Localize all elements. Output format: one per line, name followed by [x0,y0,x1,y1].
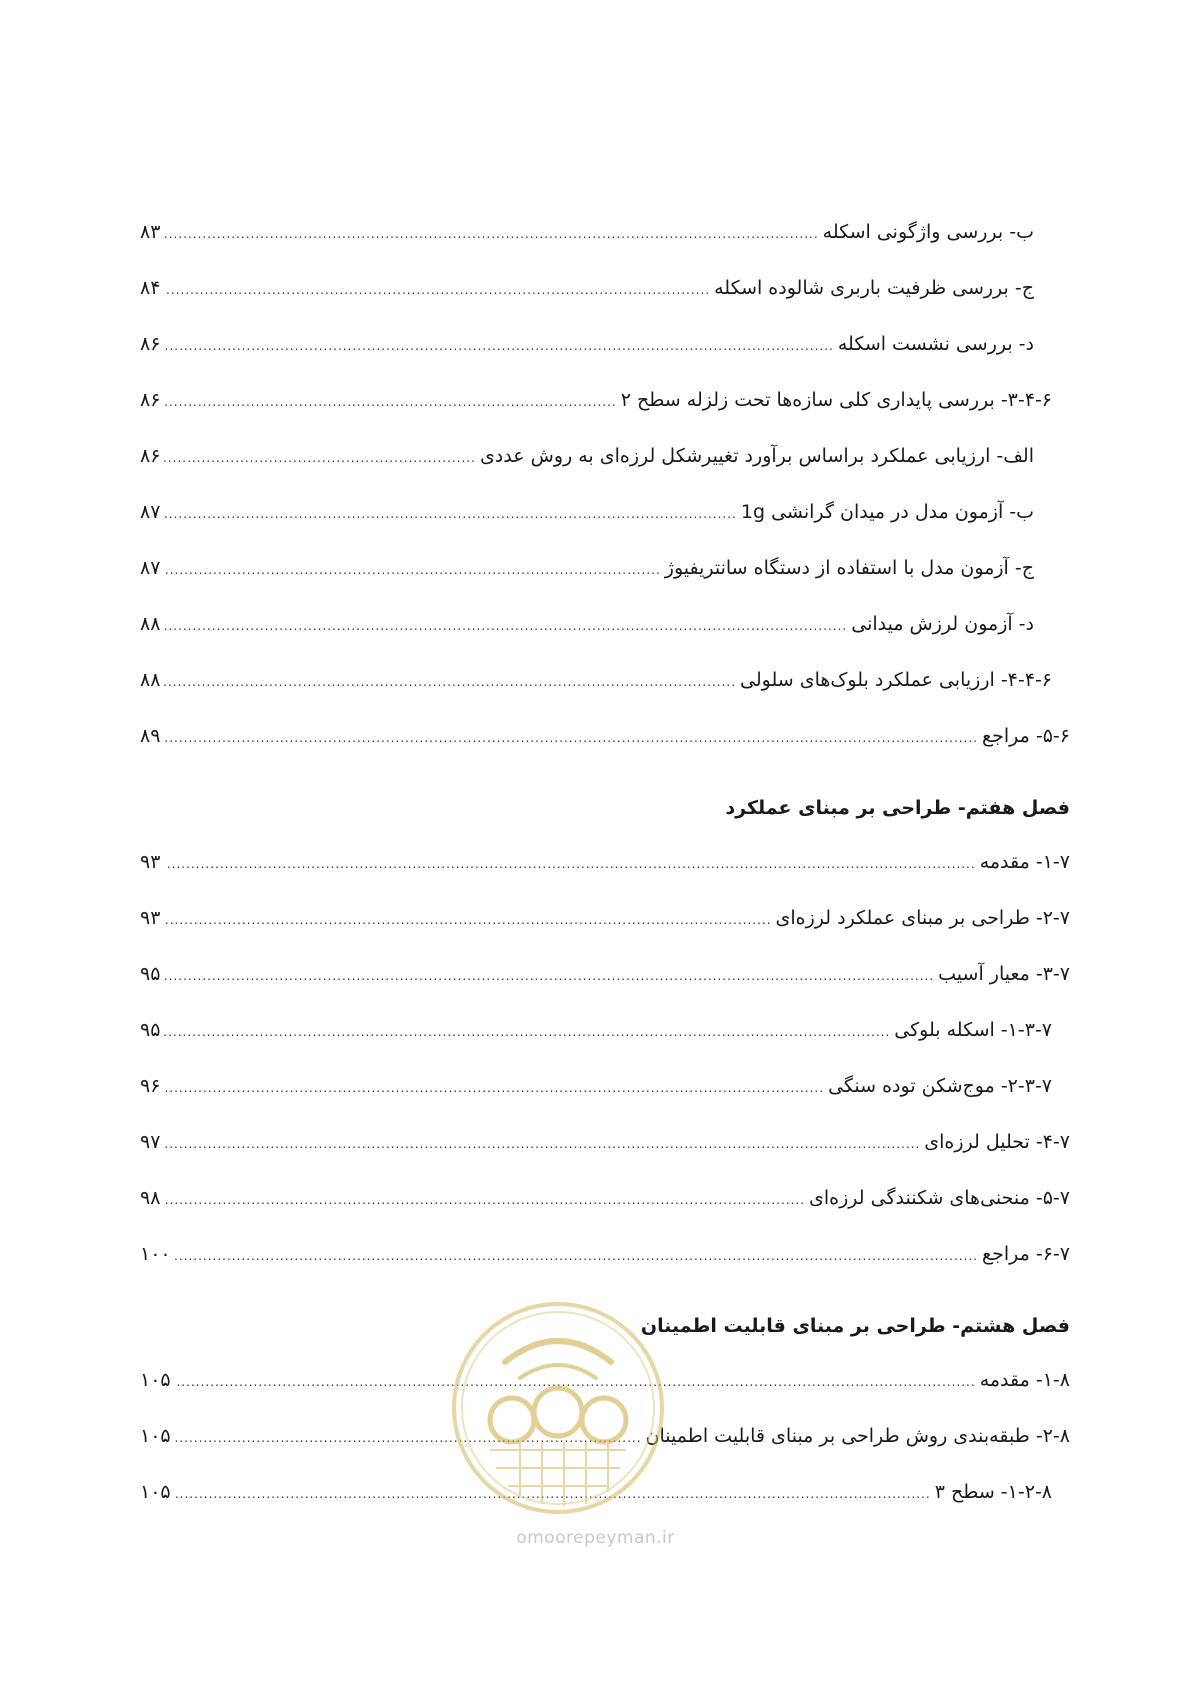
toc-entry-title: ۲-۸- طبقه‌بندی روش طراحی بر مبنای قابلیت اطمینان [645,1425,1070,1447]
dot-leader [164,486,736,542]
toc-entry-title: ج- بررسی ظرفیت باربری شالوده اسکله [714,277,1034,299]
toc-entry-title: ۳-۷- معیار آسیب [938,963,1070,985]
toc-entry-title: ۱-۸- مقدمه [979,1369,1070,1391]
toc-entry-title: ۱-۷- مقدمه [979,851,1070,873]
dot-leader [164,542,660,598]
toc-entry-title: ۵-۶- مراجع [982,725,1070,747]
toc-entry[interactable] [140,316,1070,372]
watermark-logo [450,1300,666,1516]
toc-entry[interactable] [140,652,1070,708]
chapter-heading-8[interactable]: فصل هشتم- طراحی بر مبنای قابلیت اطمینان [640,1315,1070,1337]
dot-leader [164,1060,824,1116]
dot-leader [165,836,976,892]
toc-entry-title: ۲-۷- طراحی بر مبنای عملکرد لرزه‌ای [775,907,1070,929]
dot-leader [164,262,710,318]
toc-entry[interactable] [140,428,1070,484]
toc-entry-page: ۱۰۵ [140,1425,171,1447]
toc-entry[interactable] [140,890,1070,946]
toc-entry-page: ۹۵ [140,1019,161,1041]
toc-entry-title: ۳-۴-۶- بررسی پایداری کلی سازه‌ها تحت زلزله سطح ۲ [620,389,1052,411]
toc-entry-page: ۸۸ [140,669,161,691]
toc-entry-title: ب- آزمون مدل در میدان گرانشی 1g [740,501,1034,523]
dot-leader [165,710,978,766]
toc-entry-page: ۱۰۵ [140,1481,171,1503]
toc-entry[interactable] [140,708,1070,764]
toc-entry-title: ب- بررسی واژگونی اسکله [822,221,1034,243]
toc-entry-title: الف- ارزیابی عملکرد براساس برآورد تغییرشکل لرزه‌ای به روش عددی [479,445,1034,467]
toc-entry-title: ۱-۲-۸- سطح ۳ [934,1481,1052,1503]
toc-entry[interactable] [140,1170,1070,1226]
dot-leader [164,654,736,710]
toc-chapter-7 [140,834,1070,1282]
toc-entry[interactable] [140,834,1070,890]
toc-entry[interactable] [140,1226,1070,1282]
toc-entry[interactable] [140,540,1070,596]
dot-leader [164,374,616,430]
toc-entry[interactable] [140,596,1070,652]
toc-entry-page: ۸۳ [140,221,161,243]
toc-entry-page: ۹۳ [140,907,161,929]
toc-entry[interactable] [140,1002,1070,1058]
toc-entry[interactable] [140,946,1070,1002]
chapter-heading-7[interactable]: فصل هفتم- طراحی بر مبنای عملکرد [725,797,1070,819]
toc-entry-title: ۱-۳-۷- اسکله بلوکی [894,1019,1052,1041]
toc-entry-page: ۹۸ [140,1187,161,1209]
dot-leader [164,1172,805,1228]
toc-entry[interactable] [140,1058,1070,1114]
toc-entry-page: ۸۶ [140,389,161,411]
toc-entry-title: ۵-۷- منحنی‌های شکنندگی لرزه‌ای [809,1187,1070,1209]
toc-entry-title: ۶-۷- مراجع [982,1243,1070,1265]
toc-entry-title: د- آزمون لرزش میدانی [851,613,1034,635]
toc-entry-page: ۸۴ [140,277,161,299]
toc-entry[interactable] [140,484,1070,540]
toc-entry-page: ۸۸ [140,613,161,635]
toc-entry[interactable] [140,372,1070,428]
dot-leader [175,1228,978,1284]
toc-entry[interactable] [140,1114,1070,1170]
toc-entry-title: ۴-۷- تحلیل لرزه‌ای [924,1131,1070,1153]
toc-entry[interactable] [140,260,1070,316]
toc-entry-page: ۹۶ [140,1075,161,1097]
toc-entry-page: ۹۳ [140,851,161,873]
toc-entry-title: د- بررسی نشست اسکله [837,333,1034,355]
toc-entry-page: ۹۵ [140,963,161,985]
toc-entry-title: ج- آزمون مدل با استفاده از دستگاه سانتریفیوژ [664,557,1034,579]
dot-leader [164,318,833,374]
dot-leader [164,1116,920,1172]
toc-entry-page: ۱۰۵ [140,1369,171,1391]
toc-entry-page: ۹۷ [140,1131,161,1153]
toc-entry-page: ۸۶ [140,333,161,355]
toc-section-continued [140,204,1070,764]
watermark-site: omoorepeyman.ir [516,1528,675,1548]
dot-leader [164,430,476,486]
dot-leader [164,206,818,262]
toc-entry-title: ۴-۴-۶- ارزیابی عملکرد بلوک‌های سلولی [740,669,1052,691]
toc-entry-page: ۸۷ [140,557,161,579]
dot-leader [164,948,934,1004]
toc-entry-page: ۸۹ [140,725,161,747]
dot-leader [164,598,847,654]
watermark-seal-icon [450,1300,666,1516]
dot-leader [164,1004,890,1060]
dot-leader [164,892,771,948]
toc-entry-title: ۲-۳-۷- موج‌شکن توده سنگی [828,1075,1052,1097]
toc-entry-page: ۸۶ [140,445,161,467]
toc-entry-page: ۱۰۰ [140,1243,171,1265]
toc-entry-page: ۸۷ [140,501,161,523]
toc-entry[interactable] [140,204,1070,260]
